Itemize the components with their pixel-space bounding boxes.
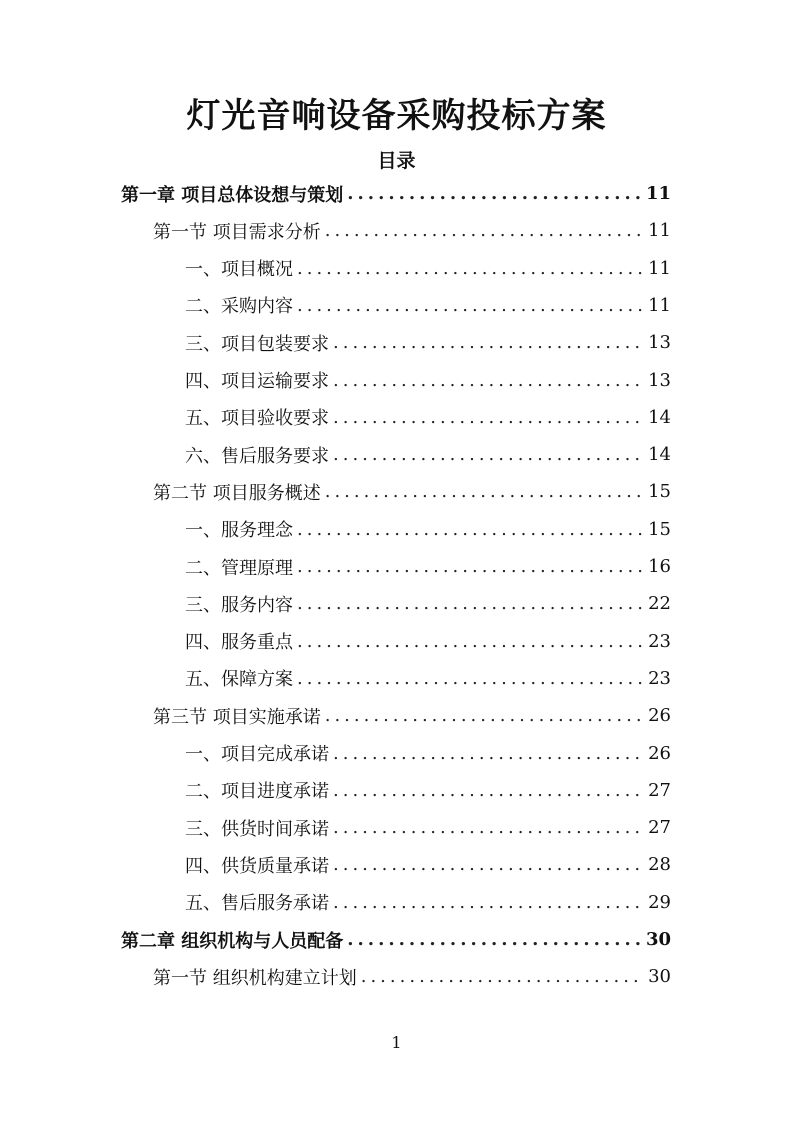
toc-entry-page: 15	[648, 518, 671, 540]
toc-entry-item[interactable]	[185, 660, 671, 697]
toc-entry-section[interactable]	[153, 473, 671, 510]
toc-entry-label: 三、供货时间承诺	[185, 818, 329, 840]
toc-leader-dots	[333, 743, 642, 764]
toc-entry-page: 11	[645, 183, 671, 204]
toc-entry-page: 30	[645, 929, 671, 950]
toc-entry-label: 第三节 项目实施承诺	[153, 706, 321, 728]
toc-leader-dots	[333, 780, 642, 801]
toc-entry-page: 22	[648, 593, 671, 615]
toc-entry-page: 13	[648, 332, 671, 354]
toc-entry-item[interactable]	[185, 772, 671, 809]
toc-leader-dots	[333, 370, 642, 391]
toc-entry-page: 11	[648, 220, 671, 242]
toc-entry-item[interactable]	[185, 735, 671, 772]
toc-entry-label: 第一节 组织机构建立计划	[153, 967, 357, 989]
toc-heading: 目录	[377, 150, 416, 172]
toc-entry-section[interactable]	[153, 697, 671, 734]
toc-entry-label: 四、服务重点	[185, 632, 293, 654]
toc-entry-page: 26	[648, 705, 671, 727]
page-number: 1	[391, 1033, 402, 1052]
toc-entry-page: 15	[648, 481, 671, 503]
toc-leader-dots	[333, 854, 642, 875]
toc-entry-chapter[interactable]	[121, 921, 671, 958]
toc-entry-page: 27	[648, 779, 671, 801]
toc-entry-label: 三、服务内容	[185, 594, 293, 616]
toc-entry-page: 30	[648, 966, 671, 988]
toc-entry-label: 六、售后服务要求	[185, 445, 329, 467]
toc-leader-dots	[333, 892, 642, 913]
toc-leader-dots	[297, 556, 642, 577]
toc-entry-item[interactable]	[185, 809, 671, 846]
toc-entry-label: 四、项目运输要求	[185, 371, 329, 392]
toc-entry-label: 三、项目包装要求	[185, 333, 329, 355]
toc-entry-chapter[interactable]	[121, 175, 671, 212]
toc-leader-dots	[325, 705, 642, 726]
toc-entry-page: 27	[648, 817, 671, 839]
toc-entry-label: 一、服务理念	[185, 520, 293, 542]
toc-leader-dots	[347, 929, 640, 950]
toc-entry-page: 11	[648, 294, 671, 316]
toc-leader-dots	[297, 519, 642, 540]
toc-leader-dots	[325, 481, 642, 502]
toc-leader-dots	[347, 183, 640, 204]
toc-entry-label: 二、管理原理	[185, 557, 293, 579]
toc-entry-label: 第二节 项目服务概述	[153, 482, 321, 504]
toc-entry-page: 13	[648, 369, 671, 391]
toc-entry-section[interactable]	[153, 212, 671, 249]
toc-entry-label: 二、采购内容	[185, 296, 293, 318]
toc-entry-label: 第一章 项目总体设想与策划	[121, 184, 344, 206]
toc-entry-label: 一、项目完成承诺	[185, 744, 329, 765]
document-title: 灯光音响设备采购投标方案	[186, 96, 607, 136]
toc-entry-item[interactable]	[185, 324, 671, 361]
toc-entry-page: 14	[648, 444, 671, 466]
toc-entry-section[interactable]	[153, 958, 671, 995]
toc-entry-label: 二、项目进度承诺	[185, 781, 329, 803]
toc-entry-item[interactable]	[185, 548, 671, 585]
toc-leader-dots	[361, 966, 642, 987]
toc-entry-page: 29	[648, 891, 671, 913]
toc-leader-dots	[297, 258, 642, 279]
toc-leader-dots	[297, 668, 642, 689]
toc-entry-page: 16	[648, 556, 671, 577]
toc-leader-dots	[325, 220, 642, 241]
toc-entry-page: 26	[648, 742, 671, 764]
toc-leader-dots	[333, 407, 642, 428]
toc-entry-item[interactable]	[185, 436, 671, 473]
toc-leader-dots	[333, 332, 642, 353]
toc-entry-page: 23	[648, 630, 671, 652]
toc-entry-label: 一、项目概况	[185, 259, 293, 281]
toc-entry-label: 第一节 项目需求分析	[153, 221, 321, 243]
toc-leader-dots	[333, 817, 642, 838]
toc-entry-item[interactable]	[185, 623, 671, 660]
toc-entry-item[interactable]	[185, 399, 671, 436]
toc-leader-dots	[297, 295, 642, 316]
toc-entry-label: 第二章 组织机构与人员配备	[121, 930, 344, 952]
toc-entry-page: 11	[648, 257, 671, 279]
toc-leader-dots	[333, 444, 642, 465]
toc-entry-label: 五、售后服务承诺	[185, 893, 329, 915]
toc-entry-page: 14	[648, 406, 671, 428]
toc-leader-dots	[297, 631, 642, 652]
toc-entry-page: 23	[648, 667, 671, 689]
toc-entry-item[interactable]	[185, 884, 671, 921]
toc-leader-dots	[297, 593, 642, 614]
toc-entry-item[interactable]	[185, 362, 671, 399]
toc-entry-page: 28	[648, 854, 671, 876]
toc-entry-item[interactable]	[185, 585, 671, 622]
toc-entry-item[interactable]	[185, 511, 671, 548]
toc-entry-item[interactable]	[185, 846, 671, 883]
toc-entry-label: 五、保障方案	[185, 669, 293, 691]
toc-entry-label: 四、供货质量承诺	[185, 855, 329, 877]
toc-entry-item[interactable]	[185, 250, 671, 287]
toc-entry-label: 五、项目验收要求	[185, 408, 329, 430]
toc-entry-item[interactable]	[185, 287, 671, 324]
